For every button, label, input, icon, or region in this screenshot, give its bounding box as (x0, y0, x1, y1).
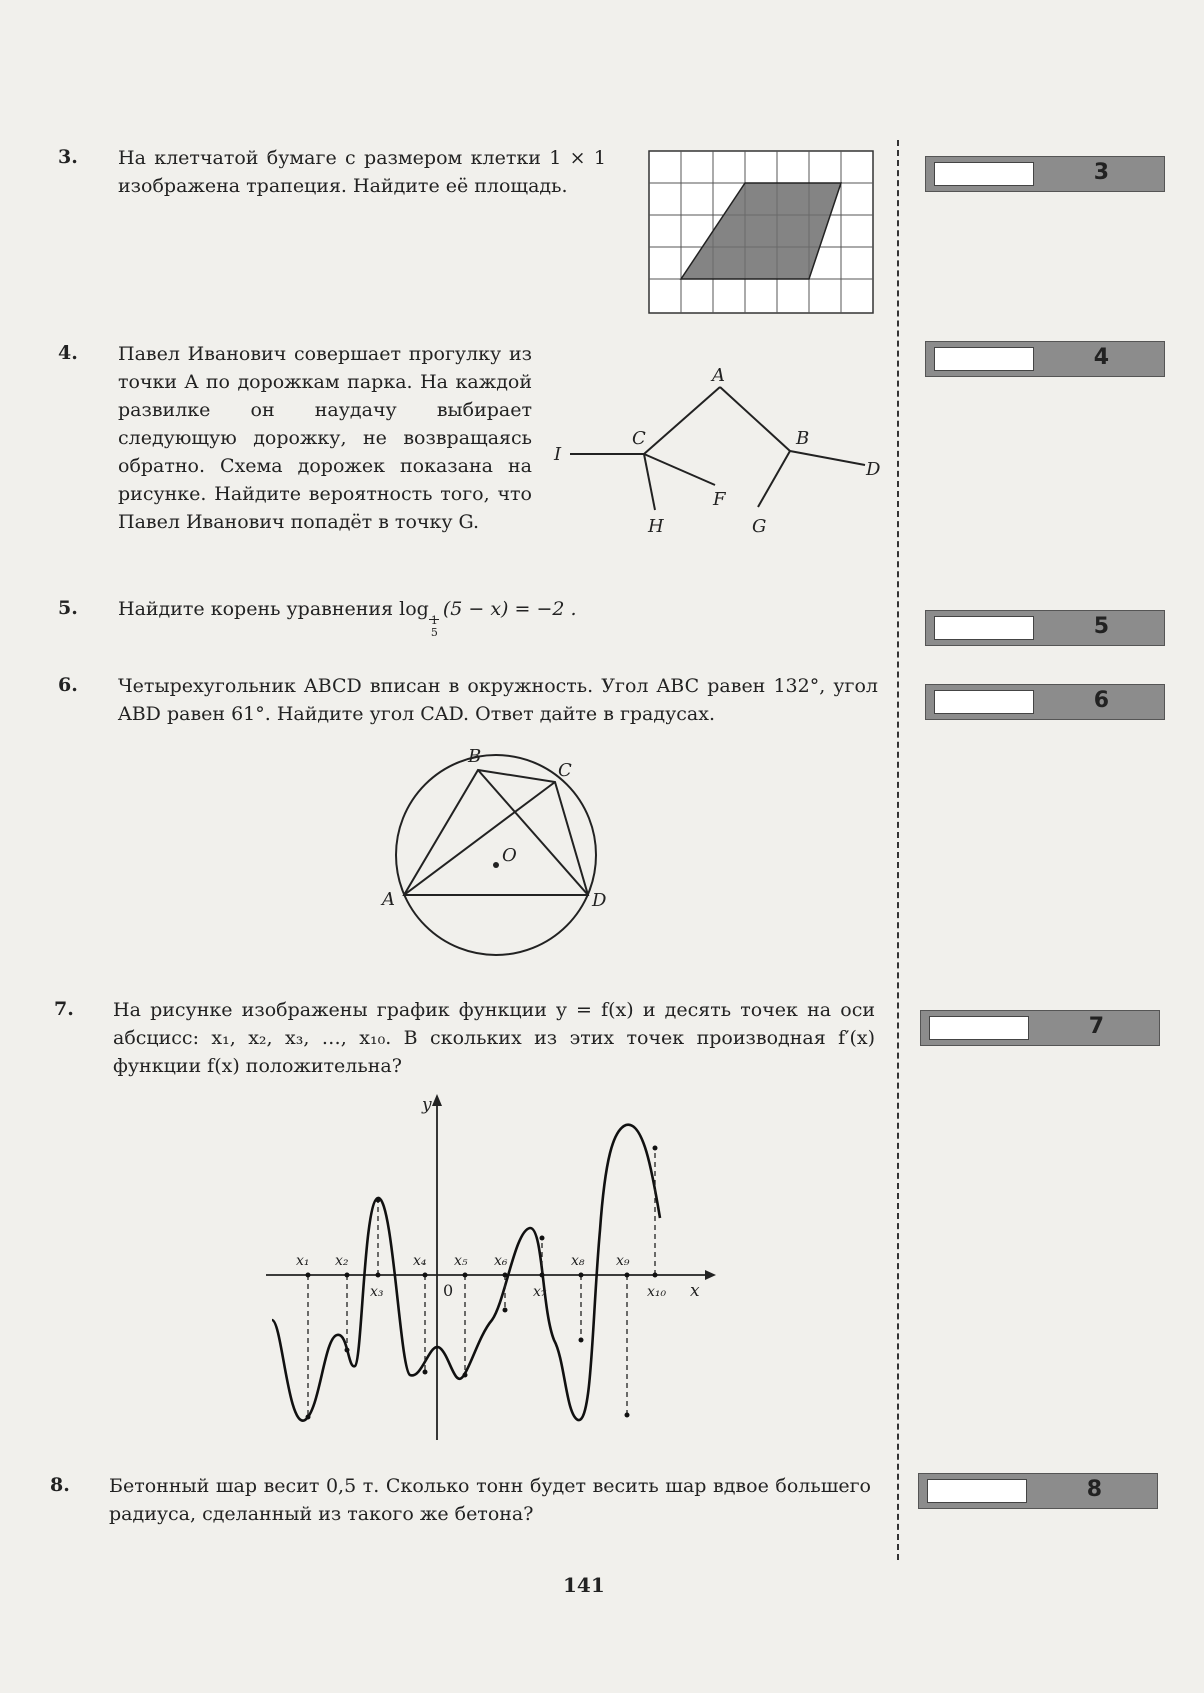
problem-5-number: 5. (58, 597, 78, 619)
point-x5 (463, 1273, 468, 1278)
y-axis-label: y (422, 1095, 432, 1115)
answer-label-3: 3 (1093, 160, 1109, 185)
page-number: 141 (563, 1573, 605, 1597)
circle-label-c: C (558, 760, 572, 781)
label-x9: x₉ (616, 1253, 630, 1269)
answer-box-4[interactable] (925, 341, 1165, 377)
answer-box-7[interactable] (920, 1010, 1160, 1046)
answer-input-7[interactable] (929, 1016, 1029, 1040)
inscribed-quadrilateral-figure (370, 740, 630, 970)
label-x7: x₇ (533, 1284, 547, 1300)
cut-line (897, 140, 899, 1560)
answer-input-5[interactable] (934, 616, 1034, 640)
tree-label-i: I (554, 444, 562, 465)
circle-label-o: O (502, 845, 517, 866)
tree-label-c: C (632, 428, 646, 449)
tree-label-h: H (648, 516, 664, 537)
problem-5-text (118, 595, 678, 639)
answer-box-3[interactable] (925, 156, 1165, 192)
tree-label-d: D (866, 459, 881, 480)
point-x10 (653, 1273, 658, 1278)
point-x7 (540, 1273, 545, 1278)
answer-box-6[interactable] (925, 684, 1165, 720)
answer-label-4: 4 (1093, 345, 1109, 370)
circle-label-a: A (382, 889, 395, 910)
answer-label-6: 6 (1093, 688, 1109, 713)
point-x3 (376, 1273, 381, 1278)
trapezoid-grid-figure (648, 150, 876, 316)
problem-6-text: Четырехугольник ABCD вписан в окружность. Угол ABC равен 132°, угол ABD равен 61°. Найдите угол CAD. Ответ дайте в градусах. (118, 675, 878, 725)
label-x5: x₅ (454, 1253, 468, 1269)
problem-3-number: 3. (58, 146, 78, 168)
point-x2 (345, 1273, 350, 1278)
circle-label-b: B (468, 746, 482, 767)
problem-4-text: Павел Иванович совершает прогулку из точки A по дорожкам парка. На каждой развилке он наудачу выбирает следующую дорожку, не возвращаясь обратно. Схема дорожек показана на рисунке. Найдите вероятность того, что Павел Иванович попадёт в точку G. (118, 343, 532, 533)
answer-label-5: 5 (1093, 614, 1109, 639)
label-x3: x₃ (370, 1284, 384, 1300)
x-axis-label: x (690, 1281, 700, 1301)
answer-box-5[interactable] (925, 610, 1165, 646)
label-x10: x₁₀ (647, 1284, 667, 1300)
answer-input-3[interactable] (934, 162, 1034, 186)
answer-input-6[interactable] (934, 690, 1034, 714)
problem-8-text: Бетонный шар весит 0,5 т. Сколько тонн будет весить шар вдвое большего радиуса, сделанный из такого же бетона? (109, 1475, 871, 1525)
label-x1: x₁ (296, 1253, 310, 1269)
point-x4 (423, 1273, 428, 1278)
problem-3-text: На клетчатой бумаге с размером клетки 1 × 1 изображена трапеция. Найдите её площадь. (118, 147, 606, 197)
problem-8-number: 8. (50, 1474, 70, 1496)
point-x8 (579, 1273, 584, 1278)
answer-box-8[interactable] (918, 1473, 1158, 1509)
label-x2: x₂ (335, 1253, 349, 1269)
log-word: log (399, 598, 429, 620)
answer-input-8[interactable] (927, 1479, 1027, 1503)
circle-label-d: D (592, 890, 607, 911)
log-base-numerator: 1 (430, 614, 438, 627)
tree-label-f: F (713, 489, 726, 510)
problem-5-text-after: (5 − x) = −2 . (442, 598, 577, 620)
log-base-denominator: 5 (430, 626, 438, 639)
answer-label-7: 7 (1088, 1014, 1104, 1039)
answer-label-8: 8 (1086, 1477, 1102, 1502)
problem-7-number: 7. (54, 998, 74, 1020)
problem-6-number: 6. (58, 674, 78, 696)
problem-7-text: На рисунке изображены график функции y = f(x) и десять точек на оси абсцисс: x₁, x₂, x₃, …, x₁₀. В скольких из этих точек производная f′(x) функции f(x) положительна? (113, 999, 875, 1077)
label-x8: x₈ (571, 1253, 585, 1269)
label-x4: x₄ (413, 1253, 427, 1269)
park-paths-figure (540, 355, 900, 555)
problem-4-number: 4. (58, 342, 78, 364)
label-x6: x₆ (494, 1253, 508, 1269)
answer-input-4[interactable] (934, 347, 1034, 371)
origin-label: 0 (443, 1281, 454, 1300)
tree-label-b: B (796, 428, 810, 449)
function-graph (260, 1090, 720, 1450)
problem-5-text-before: Найдите корень уравнения (118, 598, 394, 620)
point-x9 (625, 1273, 630, 1278)
tree-label-a: A (712, 365, 725, 386)
point-x6 (503, 1273, 508, 1278)
point-x1 (306, 1273, 311, 1278)
tree-label-g: G (752, 516, 767, 537)
